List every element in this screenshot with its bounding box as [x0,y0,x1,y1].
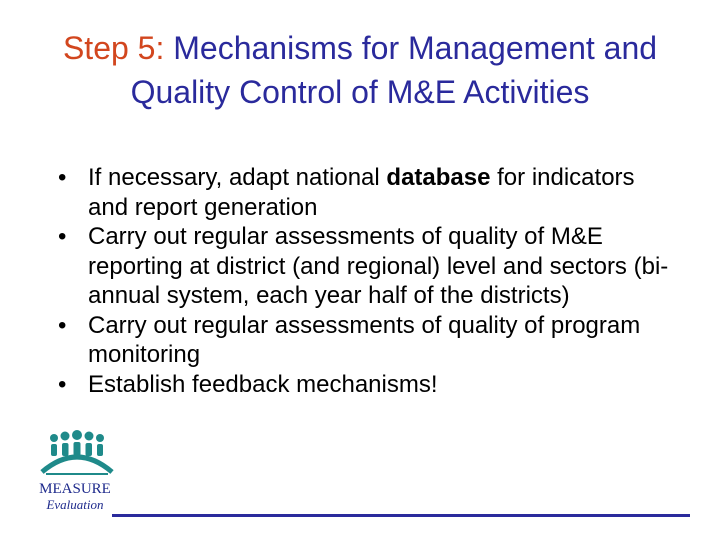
bullet-text-start: If necessary, adapt national [88,164,387,191]
bullet-item [58,311,678,370]
bullet-dot: • [58,370,67,398]
logo-brand: MEASURE [39,481,111,497]
bullet-item [58,370,678,400]
people-figures-icon [50,430,104,456]
bullet-text: Establish feedback mechanisms! [88,370,438,398]
bullet-item [58,222,678,311]
logo-subtitle: Evaluation [46,497,104,512]
bullet-text: Carry out regular assessments of quality of program monitoring [88,311,641,368]
logo-text [30,482,120,511]
bullet-text-end: for indicators and report generation [88,164,635,221]
bullet-text: Carry out regular assessments of quality of M&E reporting at district (and regional) level and sectors (bi-annual system, each year half of the districts) [88,223,669,309]
bullet-dot: • [58,311,67,339]
logo-arc [42,457,112,472]
bullet-list [58,163,678,399]
title-text: Mechanisms for Management and Quality Control of M&E Activities [130,30,658,110]
slide-title [40,26,680,114]
bullet-item [58,163,678,222]
title-step-label: Step 5: [62,30,165,66]
bullet-bold-term: database [386,164,491,191]
bullet-dot: • [58,164,67,191]
footer-rule [112,514,690,517]
bullet-dot: • [58,223,67,250]
